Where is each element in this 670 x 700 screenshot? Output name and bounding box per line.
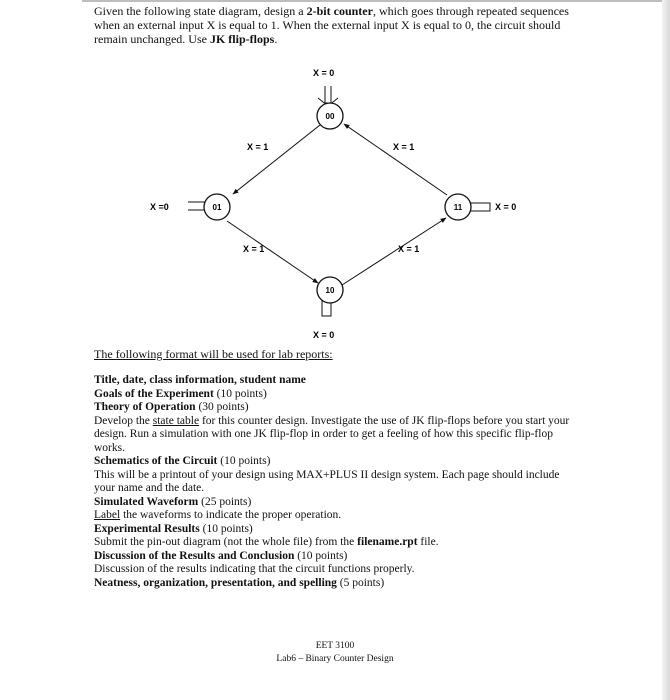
self-loop-00 — [325, 86, 331, 103]
waveform-points: (25 points) — [198, 495, 252, 508]
waveform-line — [94, 496, 574, 510]
theory-heading: Theory of Operation — [94, 401, 196, 413]
schematics-line — [94, 455, 574, 469]
discussion-line — [94, 550, 574, 564]
intro-bold-counter: 2-bit counter — [306, 4, 373, 18]
transition-11-00 — [344, 124, 447, 195]
label-01-to-10: X = 1 — [243, 244, 265, 254]
label-00-to-01: X = 1 — [247, 142, 269, 152]
intro-bold-flipflops: JK flip-flops — [209, 32, 275, 46]
discussion-body: Discussion of the results indicating that the circuit functions properly. — [94, 563, 415, 575]
transition-00-01 — [233, 125, 320, 194]
neatness-points: (5 points) — [336, 576, 385, 589]
title-line — [94, 374, 574, 388]
label-self-01: X =0 — [150, 202, 169, 212]
title-line-text: Title, date, class information, student name — [94, 374, 306, 386]
filename-rpt-text: filename.rpt — [357, 536, 418, 548]
intro-text-2: , which goes through repeated sequences when an external input X is equal to 1. When the external input X is equal to 0, the circuit should remain unchanged. Use — [94, 4, 569, 46]
discussion-points: (10 points) — [294, 549, 348, 562]
label-self-00: X = 0 — [313, 68, 335, 78]
report-format-heading: The following format will be used for lab reports: — [94, 347, 333, 361]
theory-line — [94, 401, 574, 415]
page-footer — [0, 640, 670, 666]
results-body-pre: Submit the pin-out diagram (not the whole file) from the — [94, 536, 358, 548]
self-loop-01 — [188, 202, 205, 210]
theory-body-post: for this counter design. Investigate the use of JK flip-flops before you start your design. Run a simulation with one JK flip-flop in order to get a feeling of how this specific flip-flop works. — [94, 414, 570, 454]
intro-text-3: . — [274, 32, 278, 46]
goals-heading: Goals of the Experiment — [94, 387, 214, 400]
results-line — [94, 523, 574, 537]
state-label-01: 01 — [212, 203, 222, 212]
state-label-00: 00 — [325, 112, 335, 121]
theory-body — [94, 415, 574, 456]
waveform-body — [94, 509, 574, 523]
results-points: (10 points) — [199, 522, 253, 535]
goals-points: (10 points) — [213, 387, 267, 400]
label-11-to-00: X = 1 — [393, 142, 415, 152]
label-self-10: X = 0 — [313, 330, 335, 340]
results-body-post: file. — [417, 536, 439, 548]
schematics-heading: Schematics of the Circuit — [94, 455, 218, 467]
self-loop-11 — [470, 203, 490, 211]
results-heading: Experimental Results — [94, 522, 200, 535]
transition-01-10 — [227, 221, 318, 283]
intro-text-1: Given the following state diagram, design a — [94, 4, 307, 18]
neatness-line — [94, 577, 574, 591]
waveform-body-post: the waveforms to indicate the proper operation. — [120, 509, 342, 521]
state-table-text: state table — [152, 414, 200, 427]
transition-10-11 — [342, 218, 446, 285]
footer-lab-title: Lab6 – Binary Counter Design — [276, 654, 394, 664]
results-body — [94, 536, 574, 550]
label-10-to-11: X = 1 — [398, 244, 420, 254]
neatness-heading: Neatness, organization, presentation, and spelling — [94, 576, 337, 589]
schematics-points: (10 points) — [217, 455, 271, 467]
footer-course: EET 3100 — [315, 641, 355, 651]
state-label-10: 10 — [325, 286, 335, 295]
state-label-11: 11 — [453, 203, 463, 212]
report-requirements — [94, 374, 574, 590]
theory-body-pre: Develop the — [94, 414, 153, 427]
label-self-11: X = 0 — [495, 202, 517, 212]
theory-points: (30 points) — [195, 401, 249, 413]
goals-line — [94, 388, 574, 402]
waveform-heading: Simulated Waveform — [94, 495, 199, 508]
label-text: Label — [94, 509, 121, 521]
discussion-heading: Discussion of the Results and Conclusion — [94, 549, 295, 562]
schematics-body: This will be a printout of your design using MAX+PLUS II design system. Each page should include your name and the date. — [94, 468, 560, 494]
